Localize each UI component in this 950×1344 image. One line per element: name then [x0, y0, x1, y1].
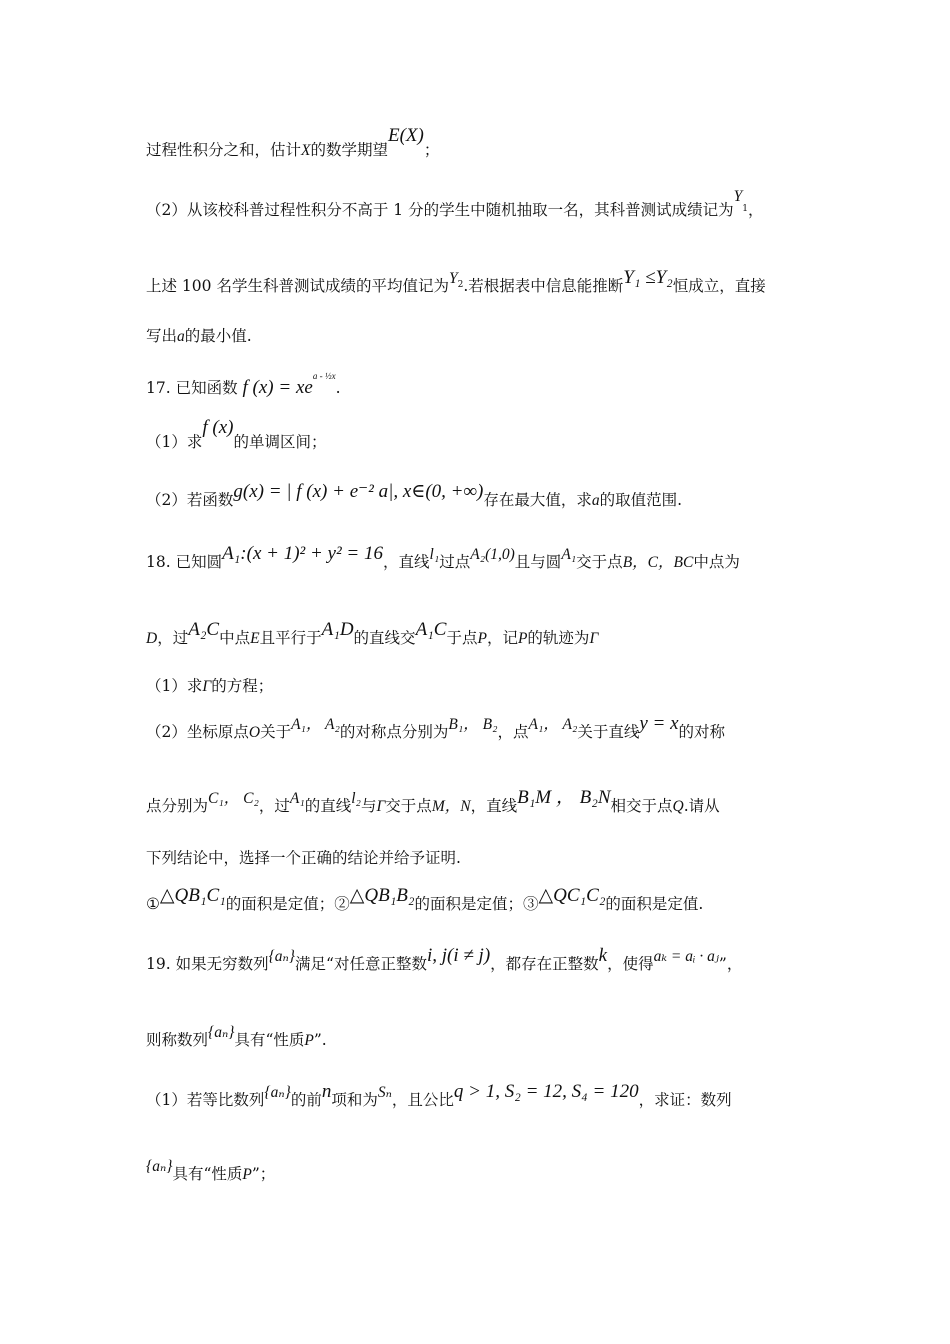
- text: 下列结论中，选择一个正确的结论并给予证明.: [146, 849, 461, 867]
- math-var: Y: [733, 188, 743, 205]
- question-18: [146, 543, 740, 573]
- text: 具有“性质: [234, 1031, 305, 1049]
- math-expr: A₁， A₂: [291, 716, 340, 733]
- text: ；: [423, 141, 440, 159]
- text: 关于: [260, 723, 292, 741]
- math-expr: △QB₁C₁: [159, 885, 226, 906]
- question-19-1: [146, 1081, 732, 1111]
- math-var: P: [477, 630, 487, 647]
- math-expr: f (x): [202, 417, 234, 438]
- text: 17. 已知函数: [146, 379, 238, 398]
- math-expr: A₁C: [415, 619, 447, 640]
- math-var: a: [177, 328, 185, 345]
- math-var: D: [146, 630, 158, 647]
- text: ”，: [718, 955, 743, 973]
- math-expr: {aₙ}: [208, 1024, 235, 1041]
- math-var: Γ: [589, 630, 599, 647]
- text: ，记: [486, 629, 518, 647]
- text: ，点: [497, 723, 529, 741]
- text: 于点: [446, 629, 478, 647]
- math-expr: Sₙ: [377, 1084, 392, 1101]
- question-19-1-line2: [146, 1158, 276, 1185]
- math-var: l₂: [351, 790, 361, 807]
- math-var: l₁: [429, 546, 440, 563]
- text: 写出: [146, 327, 178, 345]
- text: （1）求: [146, 677, 203, 695]
- text: .若根据表中信息能推断: [463, 277, 624, 295]
- math-expr: g(x) = | f (x) + e⁻² a|, x∈(0, +∞): [233, 481, 484, 502]
- text: 的单调区间；: [233, 433, 327, 451]
- text: 的面积是定值；②: [225, 895, 350, 913]
- math-expr: A₂(1,0): [470, 546, 515, 563]
- text: 的轨迹为: [527, 629, 590, 647]
- question-19-line2: [146, 1024, 327, 1051]
- math-expr: aₖ = aᵢ · aⱼ: [653, 948, 719, 965]
- math-var: P: [242, 1166, 252, 1183]
- text: 上述 100 名学生科普测试成绩的平均值记为: [146, 277, 449, 295]
- math-var: E: [250, 630, 260, 647]
- text: .: [335, 379, 341, 398]
- math-var: X: [301, 142, 311, 159]
- math-var: O: [248, 724, 261, 741]
- math-expr: {aₙ}: [264, 1084, 291, 1101]
- text: 具有“性质: [172, 1165, 243, 1183]
- math-expr: B₁M ， B₂N: [517, 787, 611, 808]
- math-expr: q > 1, S₂ = 12, S₄ = 120: [453, 1081, 639, 1102]
- math-expr: f (x) = xe: [242, 377, 313, 399]
- text: ”；: [251, 1165, 276, 1183]
- math-var: P: [304, 1032, 314, 1049]
- text-line: [146, 326, 252, 347]
- math-expr: B，C，BC: [622, 554, 694, 571]
- text: ，过: [157, 629, 189, 647]
- math-expr: A₁， A₂: [528, 716, 578, 733]
- text: 恒成立，直接: [672, 277, 766, 295]
- text: 中点: [219, 629, 251, 647]
- text: 存在最大值，求: [483, 491, 592, 509]
- question-17: [146, 371, 341, 399]
- question-19: [146, 945, 743, 975]
- text: 中点为: [693, 553, 740, 571]
- text: ，直线: [383, 553, 430, 571]
- math-var: P: [517, 630, 528, 647]
- math-expr: B₁， B₂: [448, 716, 498, 733]
- question-18-4: [146, 848, 461, 868]
- math-var: Γ: [202, 678, 212, 695]
- text: ，过: [258, 797, 290, 815]
- text: 点分别为: [146, 797, 209, 815]
- text: ，直线: [470, 797, 518, 815]
- text-line: （2）从该校科普过程性积分不高于 1 分的学生中随机抽取一名，其科普测试成绩记为$Y_1$，: [146, 188, 764, 219]
- math-var: Q: [672, 798, 684, 815]
- text: 的前: [290, 1091, 322, 1109]
- math-expr: i, j(i ≠ j): [426, 945, 491, 966]
- math-expr: E(X): [388, 125, 424, 146]
- text: 交于点: [385, 797, 432, 815]
- text: 18. 已知圆: [146, 553, 223, 571]
- text: 的取值范围.: [599, 491, 683, 509]
- text: 满足“对任意正整数: [295, 955, 427, 973]
- text: ，: [747, 201, 764, 219]
- question-18-1: [146, 676, 273, 697]
- text: 的方程；: [211, 677, 274, 695]
- text: 的最小值.: [184, 327, 252, 345]
- math-expr: △QB₁B₂: [349, 885, 415, 906]
- text: ，都存在正整数: [490, 955, 599, 973]
- text: 项和为: [331, 1091, 378, 1109]
- math-expr: M，N: [431, 798, 471, 815]
- text: 的面积是定值；③: [414, 895, 539, 913]
- text-line: 上述 100 名学生科普测试成绩的平均值记为$Y_2$.若根据表中信息能推断Y₁ ≤Y₂恒成立，直接: [146, 267, 766, 295]
- text: ，使得: [607, 955, 654, 973]
- text: ①: [146, 895, 160, 913]
- text: 相交于点: [610, 797, 673, 815]
- question-18-3: [146, 787, 720, 817]
- text: 的数学期望: [310, 141, 388, 159]
- text: （1）求: [146, 433, 203, 451]
- text: （2）坐标原点: [146, 723, 249, 741]
- math-exponent: a - ½x: [312, 371, 336, 381]
- question-17-2: [146, 481, 683, 511]
- math-expr: y = x: [639, 713, 679, 734]
- text: 的直线交: [353, 629, 416, 647]
- math-var: A₁: [561, 546, 577, 563]
- math-var: a: [591, 492, 600, 509]
- question-17-1: [146, 417, 327, 452]
- text: 且与圆: [514, 553, 562, 571]
- text: （1）若等比数列: [146, 1091, 265, 1109]
- math-expr: C₁， C₂: [208, 790, 259, 807]
- math-expr: {aₙ}: [268, 948, 296, 965]
- text: 关于直线: [577, 723, 640, 741]
- text: 的直线: [304, 797, 352, 815]
- question-18-line2: [146, 619, 599, 649]
- text-line: [146, 125, 440, 161]
- math-expr: Y₁ ≤Y₂: [623, 267, 673, 288]
- question-18-2: [146, 713, 726, 743]
- text: 19. 如果无穷数列: [146, 955, 269, 973]
- text: 过程性积分之和，估计: [146, 141, 302, 159]
- math-expr: A₂C: [188, 619, 220, 640]
- math-expr: △QC₁C₂: [538, 885, 606, 906]
- text: 过点: [439, 553, 471, 571]
- text: 的对称: [678, 723, 726, 741]
- text: 的面积是定值.: [605, 895, 704, 913]
- text: （2）从该校科普过程性积分不高于 1 分的学生中随机抽取一名，其科普测试成绩记为: [146, 201, 734, 219]
- question-18-5: [146, 885, 704, 914]
- text: 交于点: [576, 553, 623, 571]
- math-expr: A₁:(x + 1)² + y² = 16: [222, 543, 383, 564]
- math-var: n: [321, 1081, 332, 1102]
- math-var: Γ: [376, 798, 386, 815]
- math-expr: {aₙ}: [146, 1158, 173, 1175]
- text: 则称数列: [146, 1031, 209, 1049]
- text: （2）若函数: [146, 491, 234, 509]
- text: 与: [360, 797, 377, 815]
- math-var: A₁: [289, 790, 305, 807]
- math-var: k: [598, 945, 608, 966]
- math-var: Y: [448, 270, 458, 287]
- math-expr: A₁D: [321, 619, 354, 640]
- text: ，且公比: [391, 1091, 454, 1109]
- text: .请从: [683, 797, 720, 815]
- text: 的对称点分别为: [339, 723, 449, 741]
- text: ”.: [313, 1031, 327, 1049]
- text: ，求证：数列: [638, 1091, 732, 1109]
- text: 且平行于: [259, 629, 322, 647]
